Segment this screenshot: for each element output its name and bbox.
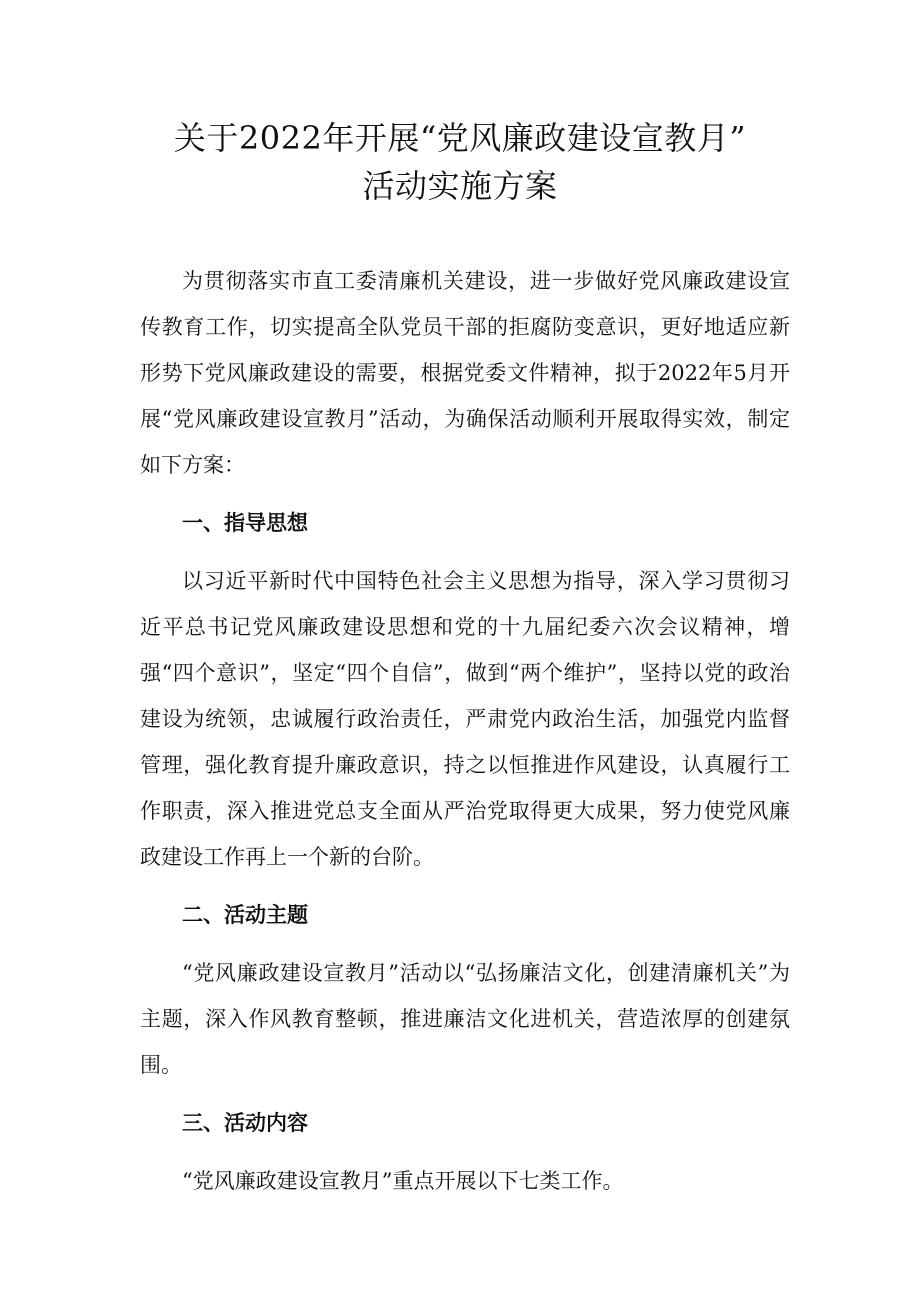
section-heading-guiding-ideology: 一、指导思想	[182, 510, 308, 535]
intro-paragraph: 为贯彻落实市直工委清廉机关建设，进一步做好党风廉政建设宣传教育工作，切实提高全队党员干部的拒腐防变意识，更好地适应新形势下党风廉政建设的需要，根据党委文件精神，拟于2022年5月开展“党风廉政建设宣教月”活动，为确保活动顺利开展取得实效，制定如下方案：	[140, 269, 790, 477]
section-body-guiding-ideology: 以习近平新时代中国特色社会主义思想为指导，深入学习贯彻习近平总书记党风廉政建设思想和党的十九届纪委六次会议精神，增强“四个意识”，坚定“四个自信”，做到“两个维护”，坚持以党的政治建设为统领，忠诚履行政治责任，严肃党内政治生活，加强党内监督管理，强化教育提升廉政意识，持之以恒推进作风建设，认真履行工作职责，深入推进党总支全面从严治党取得更大成果，努力使党风廉政建设工作再上一个新的台阶。	[140, 569, 790, 869]
section-heading-activity-theme: 二、活动主题	[182, 902, 308, 927]
section-body-activity-theme: “党风廉政建设宣教月”活动以“弘扬廉洁文化，创建清廉机关”为主题，深入作风教育整顿，推进廉洁文化进机关，营造浓厚的创建氛围。	[140, 961, 790, 1077]
section-heading-activity-content: 三、活动内容	[182, 1110, 308, 1135]
document-title-line-1: 关于2022年开展“党风廉政建设宣教月”	[173, 119, 747, 157]
section-body-activity-content: “党风廉政建设宣教月”重点开展以下七类工作。	[182, 1169, 624, 1193]
document-title-line-2: 活动实施方案	[362, 167, 558, 205]
document-body	[140, 258, 790, 1204]
